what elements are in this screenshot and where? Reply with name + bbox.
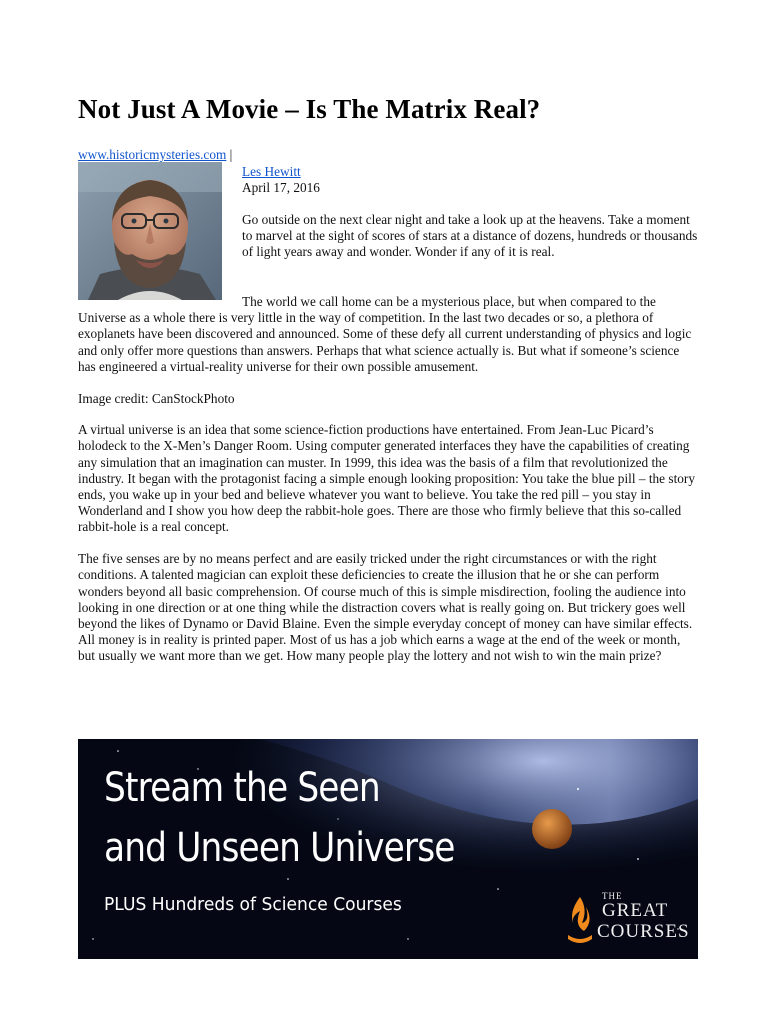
source-separator: | [226, 147, 233, 162]
advertisement-banner[interactable] [78, 739, 698, 959]
image-credit: Image credit: CanStockPhoto [78, 390, 235, 406]
publish-date: April 17, 2016 [242, 180, 320, 195]
logo-the: THE [602, 891, 623, 901]
logo-great: GREAT [602, 900, 669, 921]
paragraph: A virtual universe is an idea that some science-fiction productions have entertained. From Jean-Luc Picard’s holodeck to the X-Men’s Danger Room. Using computer generated interfaces they have the capabilities of creating any simulation that an imagination can muster. In 1999, this idea was the basis of a film that revolutionized the industry. It began with the protagonist facing a simple enough looking proposition: You take the blue pill – the story ends, you wake up in your bed and believe whatever you want to believe. You take the red pill – you stay in Wonderland and I show you how deep the rabbit-hole goes. There are those who firmly believe that this so-called rabbit-hole is a real concept. [78, 422, 695, 535]
logo-courses: COURSES [597, 921, 690, 942]
byline [242, 164, 320, 196]
paragraph: The world we call home can be a mysterious place, but when compared to the Universe as a whole there is very little in the way of competition. In the last two decades or so, a plethora of exoplanets have been discovered and announced. Some of these defy all current understanding of physics and logic and only offer more questions than answers. Perhaps that what science actually is. But what if someone’s science has engineered a virtual-reality universe for their own possible amusement. [78, 294, 692, 374]
source-link[interactable]: www.historicmysteries.com [78, 147, 227, 162]
paragraph: The five senses are by no means perfect and are easily tricked under the right circumstances or with the right conditions. A talented magician can exploit these deficiencies to create the illusion that he or she can perform wonders beyond all basic comprehension. Of course much of this is simple misdirection, fooling the audience into looking in one direction or at one thing while the distraction covers what is really going on. But trickery goes well beyond the likes of Dynamo or David Blaine. Even the simple everyday concept of money can have similar effects. All money is in reality is printed paper. Most of us has a job which earns a wage at the end of the week or month, but usually we want more than we get. How many people play the lottery and not wish to win the main prize? [78, 551, 693, 664]
article-body [78, 294, 698, 680]
flame-icon [564, 895, 596, 945]
author-photo [78, 162, 222, 300]
ad-headline-line-2: and Unseen Universe [104, 825, 455, 871]
author-portrait-image [78, 162, 222, 300]
ad-subline: PLUS Hundreds of Science Courses [104, 894, 402, 915]
intro-paragraph-block [242, 212, 702, 261]
great-courses-logo [564, 891, 698, 953]
ad-headline-line-1: Stream the Seen [104, 765, 380, 811]
article-title: Not Just A Movie – Is The Matrix Real? [78, 94, 541, 124]
paragraph: Go outside on the next clear night and take a look up at the heavens. Take a moment to marvel at the sight of scores of stars at a distance of dozens, hundreds or thousands of light years away and wonder. Wonder if any of it is real. [242, 212, 698, 260]
source-line [78, 147, 232, 163]
author-link[interactable]: Les Hewitt [242, 164, 301, 179]
